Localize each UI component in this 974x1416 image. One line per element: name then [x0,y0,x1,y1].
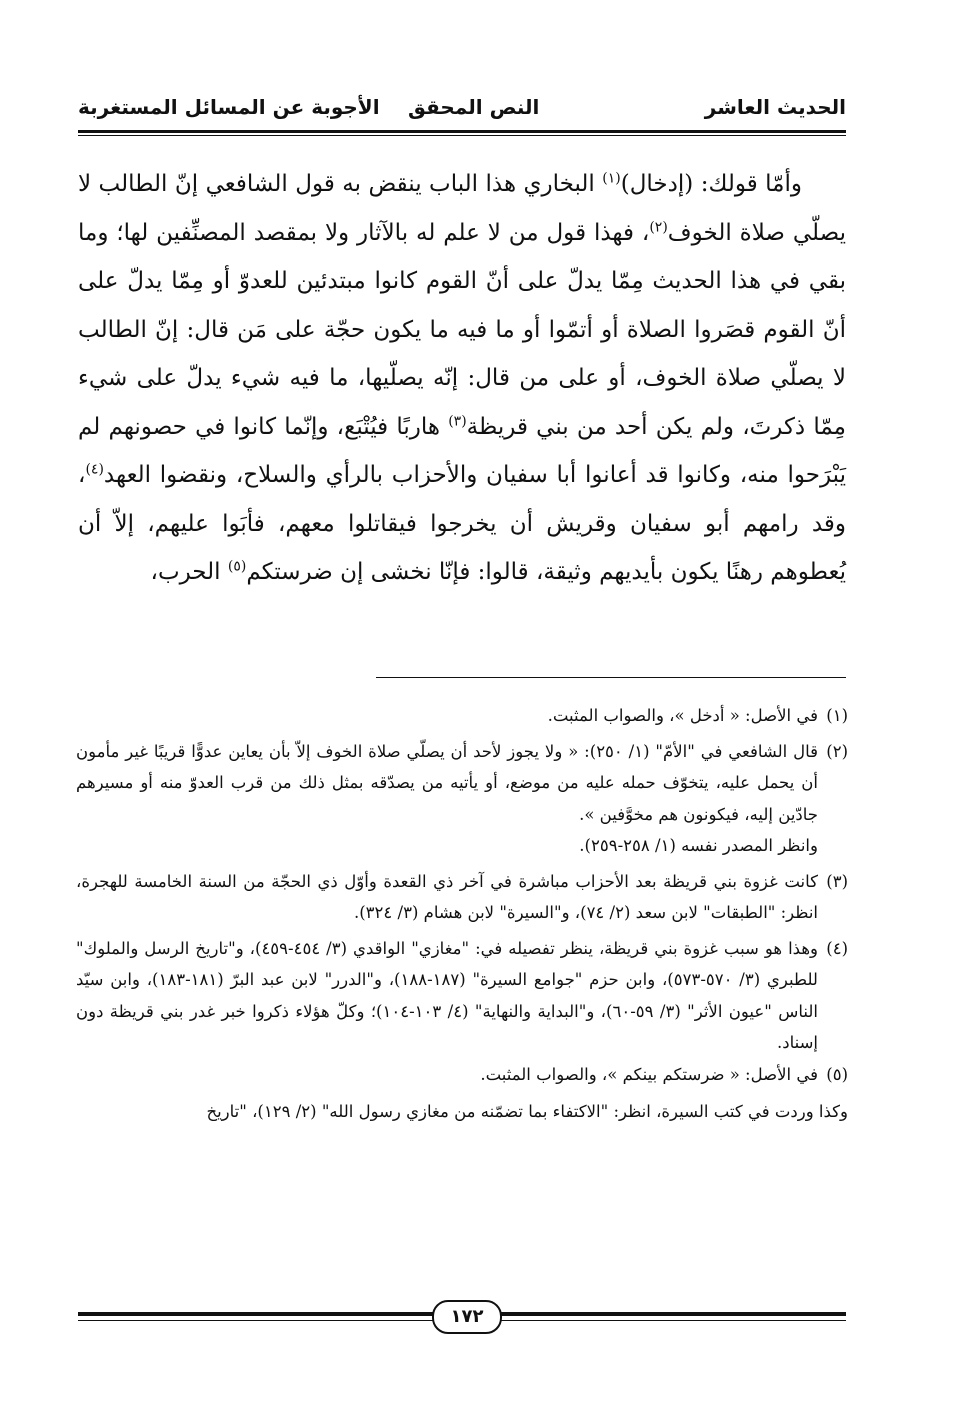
footnote-ref-3[interactable]: (٣) [448,412,467,429]
footnote-3 [76,866,848,929]
footnote-extra: وانظر المصدر نفسه (١/ ٢٥٨-٢٥٩). [579,836,818,855]
footnote-2 [76,736,848,862]
page-footer [78,1296,846,1336]
header-section-title: النص المحقق [408,95,540,119]
text-run: الحرب، [150,559,228,585]
footnote-text: كانت غزوة بني قريظة بعد الأحزاب مباشرة في آخر ذي القعدة وأوّل ذي الحجّة من السنة الخامسة للهجرة، انظر: "الطبقات" لابن سعد (٢/ ٧٤)، و"السيرة" لابن هشام (٣/ ٣٢٤). [76,871,818,922]
footnote-number: (٤) [826,938,848,958]
header-chapter-title: الحديث العاشر [704,95,846,119]
main-text [78,160,846,597]
footnote-text: في الأصل: « أدخل »، والصواب المثبت. [547,706,818,725]
header-book-title: الأجوبة عن المسائل المستغربة [78,95,380,119]
footnote-text: قال الشافعي في "الأمّ" (١/ ٢٥٠): « ولا يجوز لأحد أن يصلّي صلاة الخوف إلاّ بأن يعاين عدوًّا قريبًا غير مأمون أن يحمل عليه، يتخوّف حمله عليه من موضع، أو يأتيه من يصدّقه بمثل ذلك من قرب العدوّ منه أو مسيرهم جادّين إليه، فيكونون هم مخوَّفين ». [76,741,818,824]
footnote-number: (١) [826,706,848,725]
footnote-5-continuation: وكذا وردت في كتب السيرة، انظر: "الاكتفاء بما تضمّنه من مغازي رسول الله" (٢/ ١٢٩)، "تاريخ [206,1102,848,1121]
footnotes [76,700,848,1128]
text-run: ، وقد رامهم أبو سفيان وقريش أن يخرجوا فيقاتلوا معهم، فأبَوا عليهم، إلاّ أن يُعطوهم رهنًا يكون بأيديهم وثيقة، قالوا: فإنّا نخشى إن ضرستكم [78,462,846,585]
footnote-text: وهذا هو سبب غزوة بني قريظة، ينظر تفصيله في: "مغازي" الواقدي (٣/ ٤٥٤-٤٥٩)، و"تاريخ الرسل والملوك" للطبري (٣/ ٥٧٠-٥٧٣)، وابن حزم "جوامع السيرة" (١٨٧-١٨٨)، و"الدرر" لابن عبد البرّ (١٨١-١٨٣)، وابن سيّد الناس "عيون الأثر" (٣/ ٥٩-٦٠)، و"البداية والنهاية" (٤/ ١٠٣-١٠٤)؛ وكلّ هؤلاء ذكروا خبر غدر بني قريظة دون إسناد. [76,938,818,1052]
footnote-ref-5[interactable]: (٥) [227,558,247,575]
footnote-4 [76,933,848,1059]
page-number: ١٧٢ [432,1300,502,1334]
main-paragraph [78,160,846,597]
running-header [78,92,846,126]
text-run: وأمّا قولك: (إدخال) [620,171,802,197]
footnote-ref-4[interactable]: (٤) [85,461,104,478]
text-run: البخاري هذا الباب ينقض به قول الشافعي إنّ الطالب لا يصلّي صلاة الخوف [78,171,846,246]
footnote-ref-2[interactable]: (٢) [649,218,668,235]
footnote-number: (٥) [826,1064,848,1084]
footnote-separator [376,677,846,678]
text-run: هاربًا فيُتْبَع، وإنّما كانوا في حصونهم لم يَبْرَحوا منه، وكانوا قد أعانوا أبا سفيان والأحزاب بالرأي والسلاح، ونقضوا العهد [78,413,846,488]
footnote-5 [76,1059,848,1091]
header-rule-thin [78,135,846,136]
footnote-number: (٢) [826,741,848,761]
text-run: ، فهذا قول من لا علم له بالآثار ولا بمقصد المصنِّفين لها؛ وما بقي في هذا الحديث مِمّا يدلّ على أنّ القوم كانوا مبتدئين للعدوّ أو مِمّا يدلّ على أنّ القوم قصَروا الصلاة أو أتمّوا أو ما فيه ما يكون حجّة على مَن قال: إنّ الطالب لا يصلّي صلاة الخوف، أو على من قال: إنّه يصلّيها، ما فيه شيء يدلّ على شيء مِمّا ذكرتَ، ولم يكن أحد من بني قريظة [78,219,846,440]
footnote-ref-1[interactable]: (١) [602,170,621,187]
footnote-1 [76,700,848,732]
footnote-number: (٣) [826,871,848,891]
footnote-text: في الأصل: « ضرستكم بينكم »، والصواب المثبت. [480,1064,818,1084]
header-rule [78,130,846,133]
